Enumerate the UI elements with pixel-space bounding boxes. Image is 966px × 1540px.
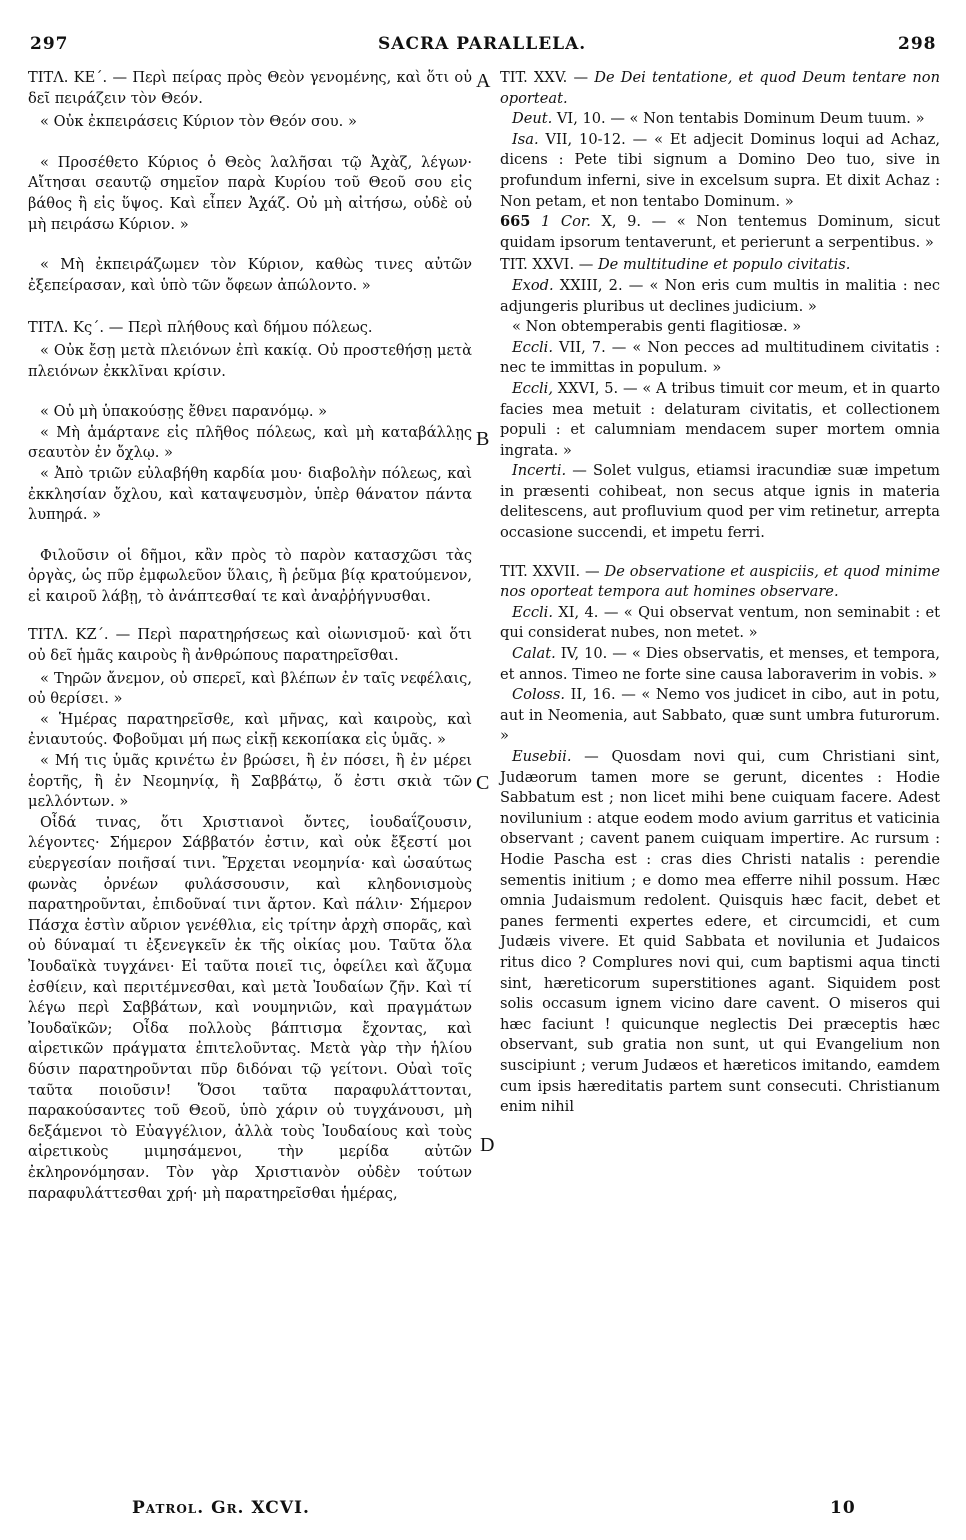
column-marker-b: B	[476, 428, 490, 450]
column-marker-c: C	[476, 772, 490, 794]
latin-entry: Eccli. VII, 7. — « Non pecces ad multitudinem civitatis : nec te immittas in populum. »	[500, 338, 940, 377]
greek-quote: Οἶδά τινας, ὅτι Χριστιανοὶ ὄντες, ἰουδαΐζουσιν, λέγοντες· Σήμερον Σάββατόν ἐστιν, καὶ οὐκ ἔξεστί μοι εὐεργεσίαν ποιῆσαί τινι. Ἔρχεται νεομηνία· καὶ ὡσαύτως φωνὰς ὀρνέων φυλάσσουσιν, καὶ κληδονισμοὺς παρατηροῦνται, ἐπιδοῦναί τινι ἄρτον. Καὶ πάλιν· Σήμερον Πάσχα ἐστὶν αὔριον γενέθλια, εἰς τρίτην ἀρχὴ σπορᾶς, καὶ οὐ δύναμαί τι ἐξενεγκεῖν ἐκ τῆς οἰκίας μου. Ταῦτα ὅλα Ἰουδαϊκὰ τυγχάνει· Εἰ ταῦτα ποιεῖ τις, ὀφείλει καὶ ἄζυμα ἐσθίειν, καὶ περιτέμνεσθαι, καὶ μετὰ Ἰουδαίων ζῆν. Καὶ τί λέγω περὶ Σαββάτων, καὶ νουμηνιῶν, καὶ πραγμάτων Ἰουδαϊκῶν; Οἶδα πολλοὺς βάπτισμα ἔχοντας, καὶ αἱρετικῶν πράγματα ἐπιτελοῦντας. Μετὰ γὰρ τὴν ἡλίου δύσιν παρατηροῦνται πῦρ διδόναι τῷ γείτονι. Οὐαὶ τοῖς ταῦτα ποιοῦσιν! Ὅσοι ταῦτα παραφυλάττονται, παρακούσαντες τοῦ Θεοῦ, ὑπὸ χάριν οὐ τυγχάνουσι, μὴ δεξάμενοι τὸ Εὐαγγέλιον, ἀλλὰ τοὺς Ἰουδαίους καὶ τοὺς αἱρετικοὺς μιμησάμενοι, τὴν μερίδα αὐτῶν ἐκληρονόμησαν. Τὸν γὰρ Χριστιανὸν οὐδὲν τούτων παραφυλάττεσθαι χρή· μὴ παρατηρεῖσθαι ἡμέρας,	[28, 813, 472, 1202]
right-page-number: 298	[898, 34, 937, 54]
greek-column	[28, 68, 472, 1204]
latin-entry: Isa. VII, 10-12. — « Et adjecit Dominus loqui ad Achaz, dicens : Pete tibi signum a Domino Deo tuo, sive in profundum inferni, sive in excelsum supra. Et dixit Achaz : Non petam, et non tentabo Dominum. »	[500, 130, 940, 210]
latin-entry: 665 1 Cor. X, 9. — « Non tentemus Dominum, sicut quidam ipsorum tentaverunt, et perierunt a serpentibus. »	[500, 213, 940, 251]
greek-quote: « Οὐ μὴ ὑπακούσῃς ἔθνει παρανόμῳ. »	[40, 403, 328, 421]
greek-quote: Φιλοῦσιν οἱ δῆμοι, κἂν πρὸς τὸ παρὸν κατασχῶσι τὰς ὀργὰς, ὡς πῦρ ἐμφωλεῦον ὕλαις, ἢ ῥεῦμα βίᾳ κρατούμενον, εἰ καιροῦ λάβῃ, τὸ ἀνάπτεσθαί τε καὶ ἀναῤῥήγνυσθαι.	[28, 546, 472, 605]
sheet-number: 10	[830, 1498, 856, 1518]
latin-title-25: TIT. XXV. — De Dei tentatione, et quod Deum tentare non oporteat.	[500, 69, 940, 107]
greek-quote: « Μὴ ἁμάρτανε εἰς πλῆθος πόλεως, καὶ μὴ καταβάλλῃς σεαυτὸν ἐν ὄχλῳ. »	[28, 423, 472, 462]
latin-entry: Eccli, XXVI, 5. — « A tribus timuit cor meum, et in quarto facies mea metuit : delaturam civitatis, et collectionem populi : et calumniam mendacem super mortem omnia ingrata. »	[500, 379, 940, 459]
column-marker-a: A	[476, 70, 491, 92]
latin-entry: « Non obtemperabis genti flagitiosæ. »	[512, 318, 802, 336]
greek-quote: « Οὐκ ἔσῃ μετὰ πλειόνων ἐπὶ κακίᾳ. Οὐ προστεθήσῃ μετὰ πλειόνων ἐκκλῖναι κρίσιν.	[28, 341, 472, 380]
latin-column	[500, 68, 940, 1118]
left-page-number: 297	[30, 34, 69, 54]
running-title: SACRA PARALLELA.	[378, 34, 587, 54]
greek-title-27: ΤΙΤΛ. ΚΖ΄. — Περὶ παρατηρήσεως καὶ οἰωνισμοῦ· καὶ ὅτι οὐ δεῖ ἡμᾶς καιροὺς ἢ ἀνθρώπους παρατηρεῖσθαι.	[28, 626, 472, 665]
greek-quote: « Οὐκ ἐκπειράσεις Κύριον τὸν Θεόν σου. »	[40, 113, 357, 131]
latin-entry: Coloss. II, 16. — « Nemo vos judicet in cibo, aut in potu, aut in Neomenia, aut Sabbato, quæ sunt umbra futurorum. »	[500, 686, 940, 745]
greek-title-26: ΤΙΤΛ. Κς΄. — Περὶ πλήθους καὶ δήμου πόλεως.	[28, 319, 373, 337]
latin-title-26: TIT. XXVI. — De multitudine et populo civitatis.	[500, 256, 851, 274]
latin-entry: Incerti. — Solet vulgus, etiamsi iracundiæ suæ impetum in præsenti cohibeat, non secus atque ignis in materia delitescens, aut profluvium quod per vim retinetur, arrepta occasione succendi, et impetu ferri.	[500, 462, 940, 542]
column-marker-d: D	[480, 1134, 495, 1156]
greek-quote: « Προσέθετο Κύριος ὁ Θεὸς λαλῆσαι τῷ Ἀχὰζ, λέγων· Αἴτησαι σεαυτῷ σημεῖον παρὰ Κυρίου τοῦ Θεοῦ σου εἰς βάθος ἢ εἰς ὕψος. Καὶ εἶπεν Ἀχάζ. Οὐ μὴ αἰτήσω, οὐδὲ οὐ μὴ πειράσω Κύριον. »	[28, 153, 472, 233]
greek-quote: « Ἡμέρας παρατηρεῖσθε, καὶ μῆνας, καὶ καιροὺς, καὶ ἐνιαυτούς. Φοβοῦμαι μή πως εἰκῇ κεκοπίακα εἰς ὑμᾶς. »	[28, 710, 472, 749]
patrologia-volume: Patrol. Gr. XCVI.	[132, 1498, 310, 1518]
greek-title-25: ΤΙΤΛ. ΚΕ΄. — Περὶ πείρας πρὸς Θεὸν γενομένης, καὶ ὅτι οὐ δεῖ πειράζειν τὸν Θεόν.	[28, 69, 472, 107]
latin-entry: Eccli. XI, 4. — « Qui observat ventum, non seminabit : et qui considerat nubes, non metet. »	[500, 603, 940, 642]
greek-quote: « Τηρῶν ἄνεμον, οὐ σπερεῖ, καὶ βλέπων ἐν ταῖς νεφέλαις, οὐ θερίσει. »	[28, 669, 472, 708]
latin-entry: Exod. XXIII, 2. — « Non eris cum multis in malitia : nec adjungeris pluribus ut declines judicium. »	[500, 276, 940, 315]
latin-title-27: TIT. XXVII. — De observatione et auspiciis, et quod minime nos oporteat tempora aut homines observare.	[500, 562, 940, 601]
greek-quote: « Ἀπὸ τριῶν εὐλαβήθη καρδία μου· διαβολὴν πόλεως, καὶ ἐκκλησίαν ὄχλου, καὶ καταψευσμὸν, ὑπὲρ θάνατον πάντα λυπηρά. »	[28, 464, 472, 524]
greek-quote: « Μὴ ἐκπειράζωμεν τὸν Κύριον, καθὼς τινες αὐτῶν ἐξεπείρασαν, καὶ ὑπὸ τῶν ὄφεων ἀπώλοντο. »	[28, 256, 472, 294]
greek-quote: « Μή τις ὑμᾶς κρινέτω ἐν βρώσει, ἢ ἐν πόσει, ἢ ἐν μέρει ἑορτῆς, ἢ ἐν Νεομηνίᾳ, ἢ Σαββάτῳ, ὅ ἐστι σκιὰ τῶν μελλόντων. »	[28, 752, 472, 811]
latin-entry: Eusebii. — Quosdam novi qui, cum Christiani sint, Judæorum tamen more se gerunt, dicentes : Hodie Sabbatum est ; non licet mihi bene cuiquam facere. Adest novilunium : atque eodem modo avium garritus et vaticinia observant ; cavent panem cuiquam impertire. Ac rursum : Hodie Pascha est : cras dies Christi natalis : perendie sementis initium ; e domo mea efferre nihil possum. Hæc omnia Judaismum redolent. Quisquis hæc facit, debet et panes fermenti expertes edere, et circumcidi, et cum Judæis vivere. Et quid Sabbata et novilunia et Judaicos ritus dico ? Complures novi qui, cum baptismi aqua tincti sint, hæreticorum superstitiones agant. Siquidem post solis occasum ignem vicino dare cavent. O miseros qui hæc faciunt ! quicunque neglectis Dei præceptis hæc observant, sub gratia non sunt, ut qui Evangelium non suscipiunt ; verum Judæos et hæreticos imitando, eamdem cum ipsis hæreditatis partem sunt consecuti. Christianum enim nihil	[500, 748, 940, 1116]
latin-entry: Deut. VI, 10. — « Non tentabis Dominum Deum tuum. »	[512, 110, 925, 128]
column-number: 665	[500, 213, 531, 231]
latin-entry: Calat. IV, 10. — « Dies observatis, et menses, et tempora, et annos. Timeo ne forte sine causa laboraverim in vobis. »	[500, 645, 940, 683]
